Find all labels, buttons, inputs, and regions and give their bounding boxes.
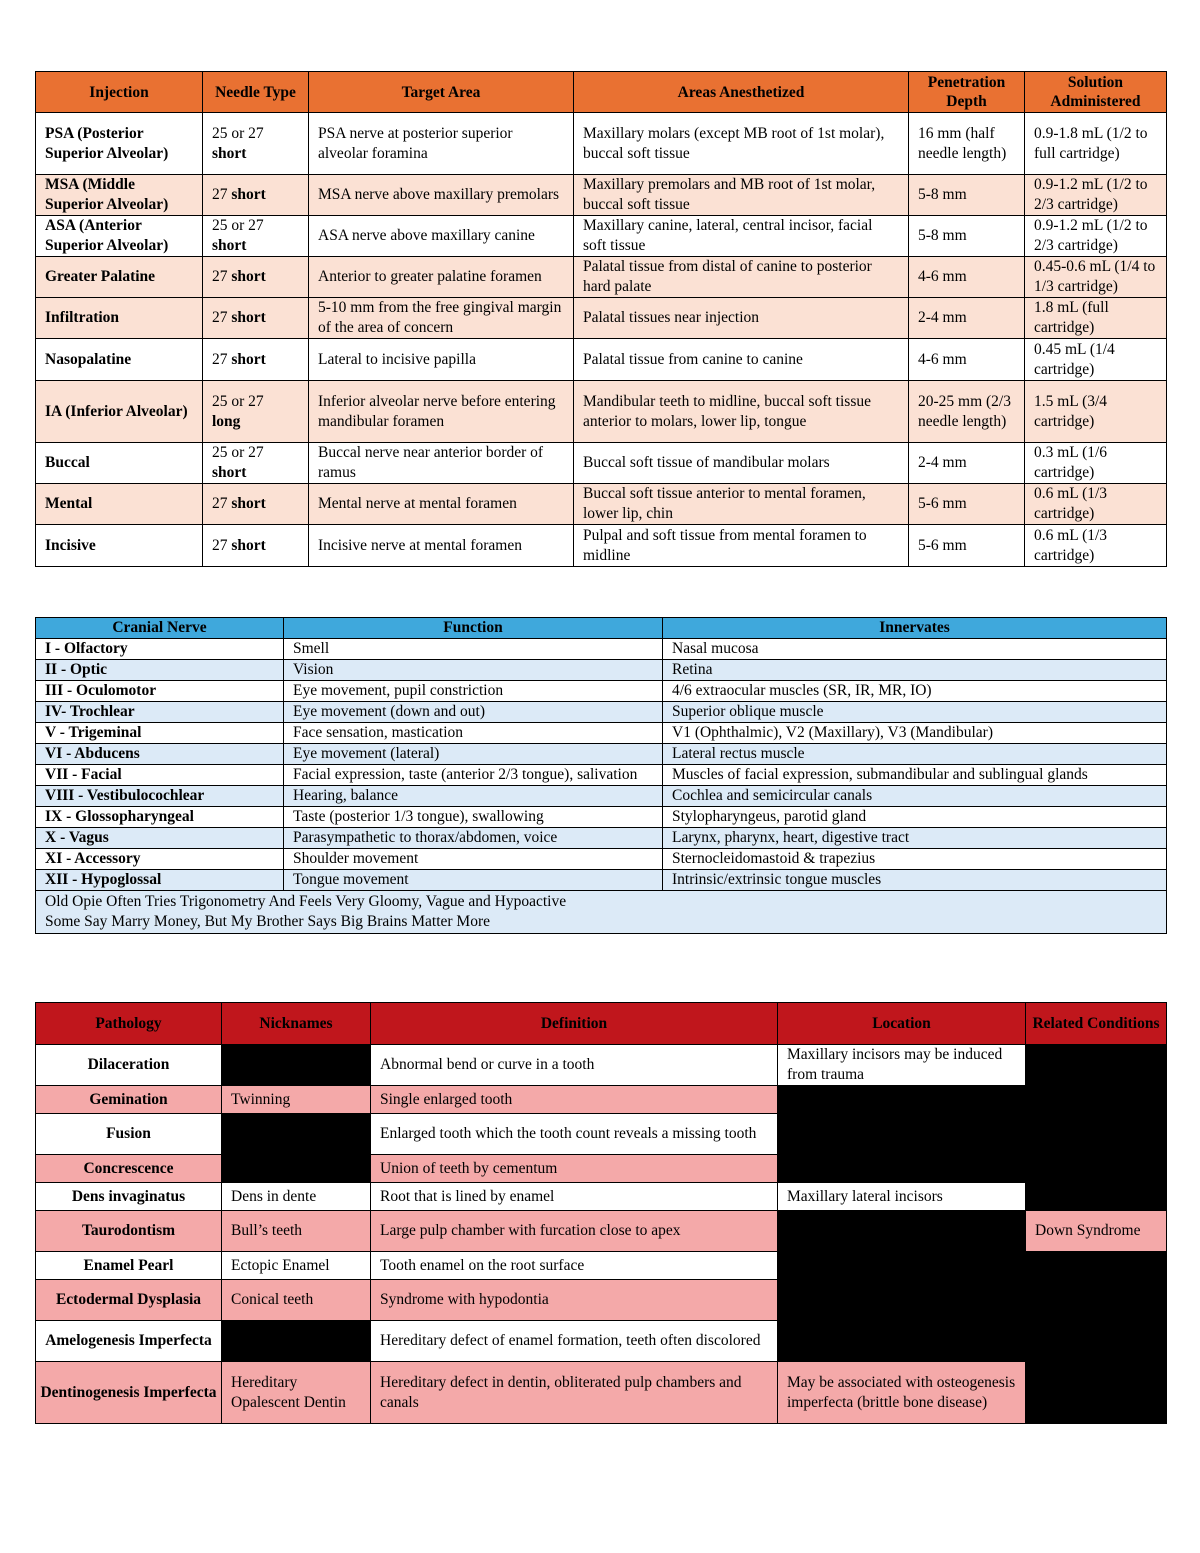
table-row <box>36 443 1167 484</box>
table-row <box>36 339 1167 381</box>
nerve-name: VII - Facial <box>36 765 284 786</box>
cranial-nerve-header-row <box>36 618 1167 639</box>
nerve-name: IX - Glossopharyngeal <box>36 807 284 828</box>
needle-length: short <box>231 309 266 326</box>
header-related-conditions: Related Conditions <box>1026 1003 1167 1045</box>
pathology-location: May be associated with osteogenesis imperfecta (brittle bone disease) <box>778 1362 1026 1424</box>
nerve-name: X - Vagus <box>36 828 284 849</box>
pathology-name: Ectodermal Dysplasia <box>36 1280 222 1321</box>
table-row <box>36 807 1167 828</box>
nerve-function: Eye movement (lateral) <box>284 744 663 765</box>
areas-anesthetized: Palatal tissues near injection <box>574 298 909 339</box>
nickname-blank <box>222 1114 371 1183</box>
areas-anesthetized: Palatal tissue from canine to canine <box>574 339 909 381</box>
penetration-depth: 4-6 mm <box>909 257 1025 298</box>
target-area: Anterior to greater palatine foramen <box>309 257 574 298</box>
target-area: Lateral to incisive papilla <box>309 339 574 381</box>
pathology-nickname: Hereditary Opalescent Dentin <box>222 1362 371 1424</box>
header-innervates: Innervates <box>663 618 1167 639</box>
mnemonic-line-1: Old Opie Often Tries Trigonometry And Feels Very Gloomy, Vague and Hypoactive <box>45 893 567 910</box>
solution-administered: 0.9-1.2 mL (1/2 to 2/3 cartridge) <box>1025 175 1167 216</box>
needle-type <box>203 525 309 567</box>
table-row <box>36 681 1167 702</box>
nerve-name: XI - Accessory <box>36 849 284 870</box>
location-blank <box>778 1211 1026 1362</box>
needle-type <box>203 298 309 339</box>
pathology-header-row <box>36 1003 1167 1045</box>
nerve-innervates: Superior oblique muscle <box>663 702 1167 723</box>
table-row <box>36 1183 1167 1211</box>
table-row <box>36 765 1167 786</box>
table-row <box>36 257 1167 298</box>
pathology-definition: Hereditary defect of enamel formation, teeth often discolored <box>371 1321 778 1362</box>
table-row <box>36 744 1167 765</box>
solution-administered: 1.8 mL (full cartridge) <box>1025 298 1167 339</box>
needle-type <box>203 381 309 443</box>
injection-name: Infiltration <box>36 298 203 339</box>
penetration-depth: 16 mm (half needle length) <box>909 113 1025 175</box>
needle-gauge: 25 or 27 <box>212 217 264 234</box>
nerve-name: I - Olfactory <box>36 639 284 660</box>
header-location: Location <box>778 1003 1026 1045</box>
nerve-innervates: Muscles of facial expression, submandibular and sublingual glands <box>663 765 1167 786</box>
table-row <box>36 1086 1167 1114</box>
table-row <box>36 723 1167 744</box>
injection-table <box>35 71 1167 567</box>
areas-anesthetized: Maxillary canine, lateral, central incisor, facial soft tissue <box>574 216 909 257</box>
pathology-nickname: Conical teeth <box>222 1280 371 1321</box>
areas-anesthetized: Mandibular teeth to midline, buccal soft tissue anterior to molars, lower lip, tongue <box>574 381 909 443</box>
pathology-location: Maxillary lateral incisors <box>778 1183 1026 1211</box>
injection-name: MSA (Middle Superior Alveolar) <box>36 175 203 216</box>
pathology-definition: Abnormal bend or curve in a tooth <box>371 1045 778 1086</box>
areas-anesthetized: Pulpal and soft tissue from mental foramen to midline <box>574 525 909 567</box>
needle-type <box>203 216 309 257</box>
table-row <box>36 702 1167 723</box>
needle-length: short <box>231 495 266 512</box>
needle-gauge: 27 <box>212 495 228 512</box>
mnemonic-cell <box>36 891 1167 934</box>
nerve-function: Vision <box>284 660 663 681</box>
needle-gauge: 25 or 27 <box>212 444 264 461</box>
target-area: ASA nerve above maxillary canine <box>309 216 574 257</box>
areas-anesthetized: Maxillary premolars and MB root of 1st molar, buccal soft tissue <box>574 175 909 216</box>
nerve-function: Eye movement, pupil constriction <box>284 681 663 702</box>
pathology-definition: Syndrome with hypodontia <box>371 1280 778 1321</box>
pathology-definition: Tooth enamel on the root surface <box>371 1252 778 1280</box>
needle-length: short <box>231 536 266 554</box>
pathology-definition: Hereditary defect in dentin, obliterated pulp chambers and canals <box>371 1362 778 1424</box>
pathology-nickname: Bull’s teeth <box>222 1211 371 1252</box>
injection-name: IA (Inferior Alveolar) <box>36 381 203 443</box>
injection-name: Incisive <box>36 525 203 567</box>
target-area: Buccal nerve near anterior border of ramus <box>309 443 574 484</box>
needle-gauge: 25 or 27 <box>212 392 264 410</box>
pathology-related: Down Syndrome <box>1026 1211 1167 1252</box>
needle-type <box>203 257 309 298</box>
needle-gauge: 27 <box>212 268 228 285</box>
needle-length: long <box>212 412 241 430</box>
target-area: 5-10 mm from the free gingival margin of the area of concern <box>309 298 574 339</box>
nerve-innervates: Retina <box>663 660 1167 681</box>
pathology-name: Enamel Pearl <box>36 1252 222 1280</box>
table-row <box>36 660 1167 681</box>
areas-anesthetized: Maxillary molars (except MB root of 1st molar), buccal soft tissue <box>574 113 909 175</box>
header-solution-administered: Solution Administered <box>1025 72 1167 113</box>
table-row <box>36 828 1167 849</box>
nerve-function: Eye movement (down and out) <box>284 702 663 723</box>
penetration-depth: 2-4 mm <box>909 443 1025 484</box>
table-row <box>36 849 1167 870</box>
nerve-name: IV- Trochlear <box>36 702 284 723</box>
needle-gauge: 27 <box>212 186 228 203</box>
nerve-innervates: Larynx, pharynx, heart, digestive tract <box>663 828 1167 849</box>
nerve-innervates: Lateral rectus muscle <box>663 744 1167 765</box>
nerve-name: XII - Hypoglossal <box>36 870 284 891</box>
pathology-name: Amelogenesis Imperfecta <box>36 1321 222 1362</box>
header-penetration-depth: Penetration Depth <box>909 72 1025 113</box>
header-target-area: Target Area <box>309 72 574 113</box>
table-row <box>36 1045 1167 1086</box>
pathology-name: Concrescence <box>36 1155 222 1183</box>
injection-header-row <box>36 72 1167 113</box>
pathology-nickname: Dens in dente <box>222 1183 371 1211</box>
nerve-function: Smell <box>284 639 663 660</box>
nerve-innervates: 4/6 extraocular muscles (SR, IR, MR, IO) <box>663 681 1167 702</box>
pathology-name: Dens invaginatus <box>36 1183 222 1211</box>
table-row <box>36 298 1167 339</box>
header-injection: Injection <box>36 72 203 113</box>
header-areas-anesthetized: Areas Anesthetized <box>574 72 909 113</box>
header-needle-type: Needle Type <box>203 72 309 113</box>
penetration-depth: 2-4 mm <box>909 298 1025 339</box>
penetration-depth: 4-6 mm <box>909 339 1025 381</box>
injection-name: Buccal <box>36 443 203 484</box>
nerve-name: III - Oculomotor <box>36 681 284 702</box>
needle-gauge: 27 <box>212 309 228 326</box>
table-row <box>36 786 1167 807</box>
table-row <box>36 175 1167 216</box>
needle-type <box>203 339 309 381</box>
pathology-name: Taurodontism <box>36 1211 222 1252</box>
table-row <box>36 113 1167 175</box>
penetration-depth: 20-25 mm (2/3 needle length) <box>909 381 1025 443</box>
table-row <box>36 870 1167 891</box>
mnemonic-line-2: Some Say Marry Money, But My Brother Says Big Brains Matter More <box>45 913 491 930</box>
injection-name: PSA (Posterior Superior Alveolar) <box>36 113 203 175</box>
solution-administered: 0.9-1.2 mL (1/2 to 2/3 cartridge) <box>1025 216 1167 257</box>
nerve-function: Hearing, balance <box>284 786 663 807</box>
table-row <box>36 484 1167 525</box>
header-function: Function <box>284 618 663 639</box>
location-blank <box>778 1086 1026 1183</box>
cranial-nerve-table <box>35 617 1167 934</box>
solution-administered: 0.3 mL (1/6 cartridge) <box>1025 443 1167 484</box>
injection-name: Mental <box>36 484 203 525</box>
needle-gauge: 27 <box>212 536 228 554</box>
nerve-function: Facial expression, taste (anterior 2/3 tongue), salivation <box>284 765 663 786</box>
nerve-function: Face sensation, mastication <box>284 723 663 744</box>
related-blank <box>1026 1045 1167 1211</box>
needle-type <box>203 113 309 175</box>
pathology-nickname: Ectopic Enamel <box>222 1252 371 1280</box>
needle-gauge: 27 <box>212 350 228 368</box>
injection-name: Greater Palatine <box>36 257 203 298</box>
needle-type <box>203 484 309 525</box>
solution-administered: 0.6 mL (1/3 cartridge) <box>1025 525 1167 567</box>
nerve-innervates: Stylopharyngeus, parotid gland <box>663 807 1167 828</box>
penetration-depth: 5-8 mm <box>909 175 1025 216</box>
table-row <box>36 1362 1167 1424</box>
table-row <box>36 525 1167 567</box>
nickname-blank <box>222 1321 371 1362</box>
needle-type <box>203 175 309 216</box>
solution-administered: 0.9-1.8 mL (1/2 to full cartridge) <box>1025 113 1167 175</box>
areas-anesthetized: Buccal soft tissue anterior to mental foramen, lower lip, chin <box>574 484 909 525</box>
pathology-nickname: Twinning <box>222 1086 371 1114</box>
injection-name: Nasopalatine <box>36 339 203 381</box>
pathology-location: Maxillary incisors may be induced from trauma <box>778 1045 1026 1086</box>
table-row <box>36 381 1167 443</box>
pathology-table <box>35 1002 1167 1424</box>
needle-gauge: 25 or 27 <box>212 124 264 142</box>
pathology-definition: Union of teeth by cementum <box>371 1155 778 1183</box>
header-cranial-nerve: Cranial Nerve <box>36 618 284 639</box>
target-area: MSA nerve above maxillary premolars <box>309 175 574 216</box>
target-area: Incisive nerve at mental foramen <box>309 525 574 567</box>
needle-length: short <box>212 237 247 254</box>
needle-length: short <box>231 186 266 203</box>
pathology-definition: Enlarged tooth which the tooth count reveals a missing tooth <box>371 1114 778 1155</box>
nerve-function: Parasympathetic to thorax/abdomen, voice <box>284 828 663 849</box>
solution-administered: 0.6 mL (1/3 cartridge) <box>1025 484 1167 525</box>
solution-administered: 1.5 mL (3/4 cartridge) <box>1025 381 1167 443</box>
pathology-name: Dentinogenesis Imperfecta <box>36 1362 222 1424</box>
nerve-innervates: Cochlea and semicircular canals <box>663 786 1167 807</box>
nerve-function: Tongue movement <box>284 870 663 891</box>
nickname-blank <box>222 1045 371 1086</box>
nerve-name: V - Trigeminal <box>36 723 284 744</box>
needle-length: short <box>231 350 266 368</box>
solution-administered: 0.45 mL (1/4 cartridge) <box>1025 339 1167 381</box>
needle-length: short <box>212 464 247 481</box>
mnemonic-row <box>36 891 1167 934</box>
nerve-function: Taste (posterior 1/3 tongue), swallowing <box>284 807 663 828</box>
pathology-name: Dilaceration <box>36 1045 222 1086</box>
injection-name: ASA (Anterior Superior Alveolar) <box>36 216 203 257</box>
target-area: PSA nerve at posterior superior alveolar foramina <box>309 113 574 175</box>
nerve-innervates: Sternocleidomastoid & trapezius <box>663 849 1167 870</box>
target-area: Mental nerve at mental foramen <box>309 484 574 525</box>
nerve-innervates: Intrinsic/extrinsic tongue muscles <box>663 870 1167 891</box>
pathology-definition: Root that is lined by enamel <box>371 1183 778 1211</box>
solution-administered: 0.45-0.6 mL (1/4 to 1/3 cartridge) <box>1025 257 1167 298</box>
areas-anesthetized: Palatal tissue from distal of canine to posterior hard palate <box>574 257 909 298</box>
table-row <box>36 639 1167 660</box>
needle-length: short <box>212 144 247 162</box>
pathology-name: Fusion <box>36 1114 222 1155</box>
header-definition: Definition <box>371 1003 778 1045</box>
pathology-name: Gemination <box>36 1086 222 1114</box>
nerve-innervates: V1 (Ophthalmic), V2 (Maxillary), V3 (Mandibular) <box>663 723 1167 744</box>
table-row <box>36 216 1167 257</box>
nerve-name: VI - Abducens <box>36 744 284 765</box>
nerve-function: Shoulder movement <box>284 849 663 870</box>
related-blank <box>1026 1252 1167 1424</box>
header-nicknames: Nicknames <box>222 1003 371 1045</box>
nerve-innervates: Nasal mucosa <box>663 639 1167 660</box>
nerve-name: II - Optic <box>36 660 284 681</box>
penetration-depth: 5-6 mm <box>909 525 1025 567</box>
penetration-depth: 5-6 mm <box>909 484 1025 525</box>
needle-type <box>203 443 309 484</box>
penetration-depth: 5-8 mm <box>909 216 1025 257</box>
areas-anesthetized: Buccal soft tissue of mandibular molars <box>574 443 909 484</box>
header-pathology: Pathology <box>36 1003 222 1045</box>
target-area: Inferior alveolar nerve before entering mandibular foramen <box>309 381 574 443</box>
pathology-definition: Large pulp chamber with furcation close to apex <box>371 1211 778 1252</box>
table-row <box>36 1211 1167 1252</box>
pathology-definition: Single enlarged tooth <box>371 1086 778 1114</box>
nerve-name: VIII - Vestibulocochlear <box>36 786 284 807</box>
needle-length: short <box>231 268 266 285</box>
